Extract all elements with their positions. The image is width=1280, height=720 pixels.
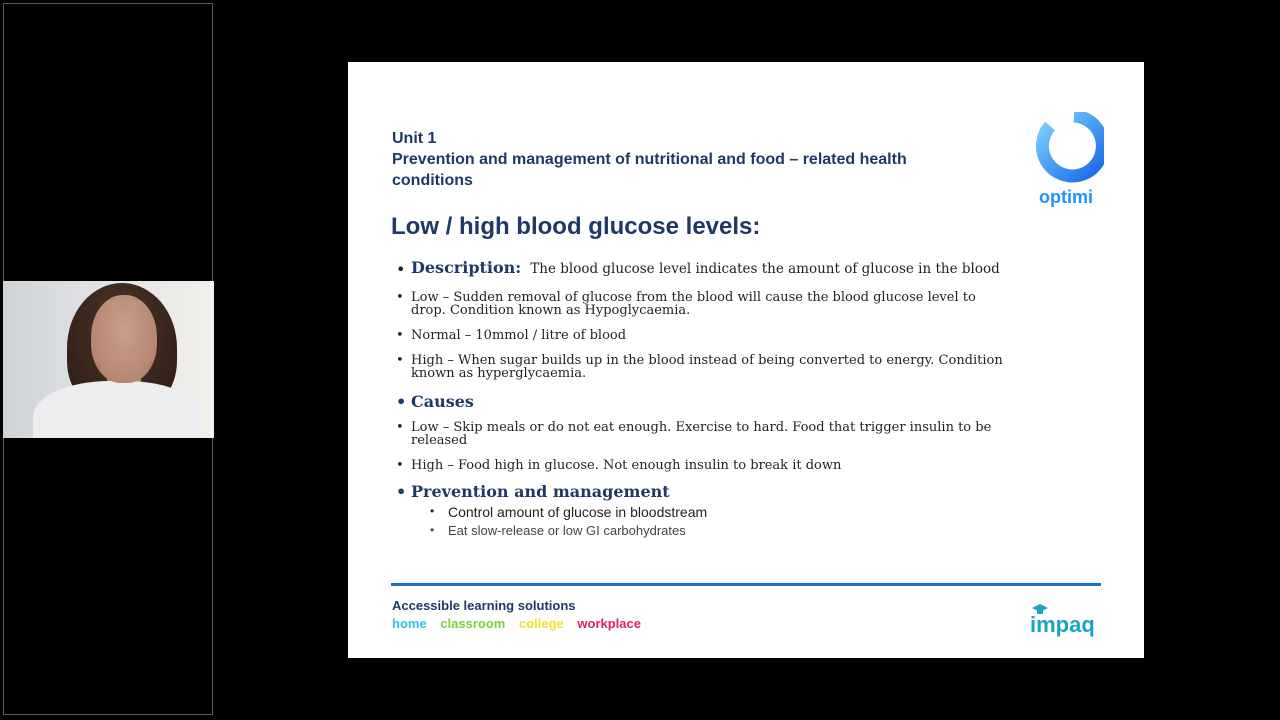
bullet-glyph: • bbox=[396, 260, 406, 279]
impaq-logo bbox=[1028, 602, 1104, 638]
optimi-logo-text: optimi bbox=[1039, 187, 1093, 207]
description-label: Description: bbox=[411, 258, 522, 277]
slide-title: Low / high blood glucose levels: bbox=[391, 213, 761, 240]
causes-high-text: High – Food high in glucose. Not enough insulin to break it down bbox=[411, 458, 842, 473]
bullet-glyph: • bbox=[396, 353, 404, 368]
causes-low-line-1: Low – Skip meals or do not eat enough. Exercise to hard. Food that trigger insulin to be bbox=[411, 420, 992, 435]
bullet-prevention bbox=[396, 482, 1116, 501]
presenter-face bbox=[91, 295, 157, 383]
low-line-1: Low – Sudden removal of glucose from the blood will cause the blood glucose level to bbox=[411, 290, 976, 305]
footer-divider bbox=[391, 583, 1101, 586]
prevention-item-1-text: Control amount of glucose in bloodstream bbox=[448, 504, 708, 520]
tag-workplace: workplace bbox=[577, 616, 641, 631]
bullet-glyph: • bbox=[396, 458, 404, 473]
tag-college: college bbox=[518, 616, 564, 631]
tag-home: home bbox=[392, 616, 427, 631]
bullet-causes bbox=[396, 392, 1116, 411]
presenter-shirt bbox=[33, 381, 203, 438]
high-line-2: known as hyperglycaemia. bbox=[411, 366, 587, 381]
bullet-glyph: • bbox=[430, 504, 435, 518]
bullet-glyph: • bbox=[396, 328, 404, 343]
tag-classroom: classroom bbox=[440, 616, 506, 631]
impaq-logo-text: impaq bbox=[1030, 612, 1095, 637]
bullet-description bbox=[396, 258, 1116, 277]
low-line-2: drop. Condition known as Hypoglycaemia. bbox=[411, 303, 691, 318]
unit-subtitle-line-2: conditions bbox=[392, 172, 473, 189]
bullet-glyph: • bbox=[396, 420, 404, 435]
slide-unit-heading bbox=[392, 128, 992, 191]
bullet-low bbox=[396, 291, 1116, 317]
bullet-causes-high bbox=[396, 459, 1116, 472]
bullet-causes-low bbox=[396, 421, 1116, 447]
unit-label: Unit 1 bbox=[392, 130, 437, 147]
bullet-normal bbox=[396, 329, 1116, 342]
unit-subtitle-line-1: Prevention and management of nutritional and food – related health bbox=[392, 151, 907, 168]
normal-text: Normal – 10mmol / litre of blood bbox=[411, 328, 627, 343]
optimi-logo bbox=[1028, 112, 1104, 208]
prevention-item-2 bbox=[428, 523, 1116, 538]
prevention-item-1 bbox=[428, 504, 1116, 520]
presenter-webcam-video bbox=[3, 281, 214, 438]
bullet-glyph: • bbox=[396, 482, 407, 501]
footer-tags bbox=[392, 616, 651, 631]
bullet-glyph: • bbox=[396, 392, 407, 411]
causes-heading: Causes bbox=[411, 392, 474, 411]
footer-tagline: Accessible learning solutions bbox=[392, 598, 576, 613]
prevention-heading: Prevention and management bbox=[411, 482, 670, 501]
presentation-slide bbox=[348, 62, 1144, 658]
slide-bullets bbox=[396, 258, 1116, 538]
bullet-glyph: • bbox=[430, 523, 435, 537]
causes-low-line-2: released bbox=[411, 433, 468, 448]
bullet-glyph: • bbox=[396, 290, 404, 305]
description-text: The blood glucose level indicates the amount of glucose in the blood bbox=[530, 261, 1000, 277]
high-line-1: High – When sugar builds up in the blood instead of being converted to energy. Condition bbox=[411, 353, 1003, 368]
prevention-item-2-text: Eat slow-release or low GI carbohydrates bbox=[448, 523, 686, 538]
bullet-high bbox=[396, 354, 1116, 380]
